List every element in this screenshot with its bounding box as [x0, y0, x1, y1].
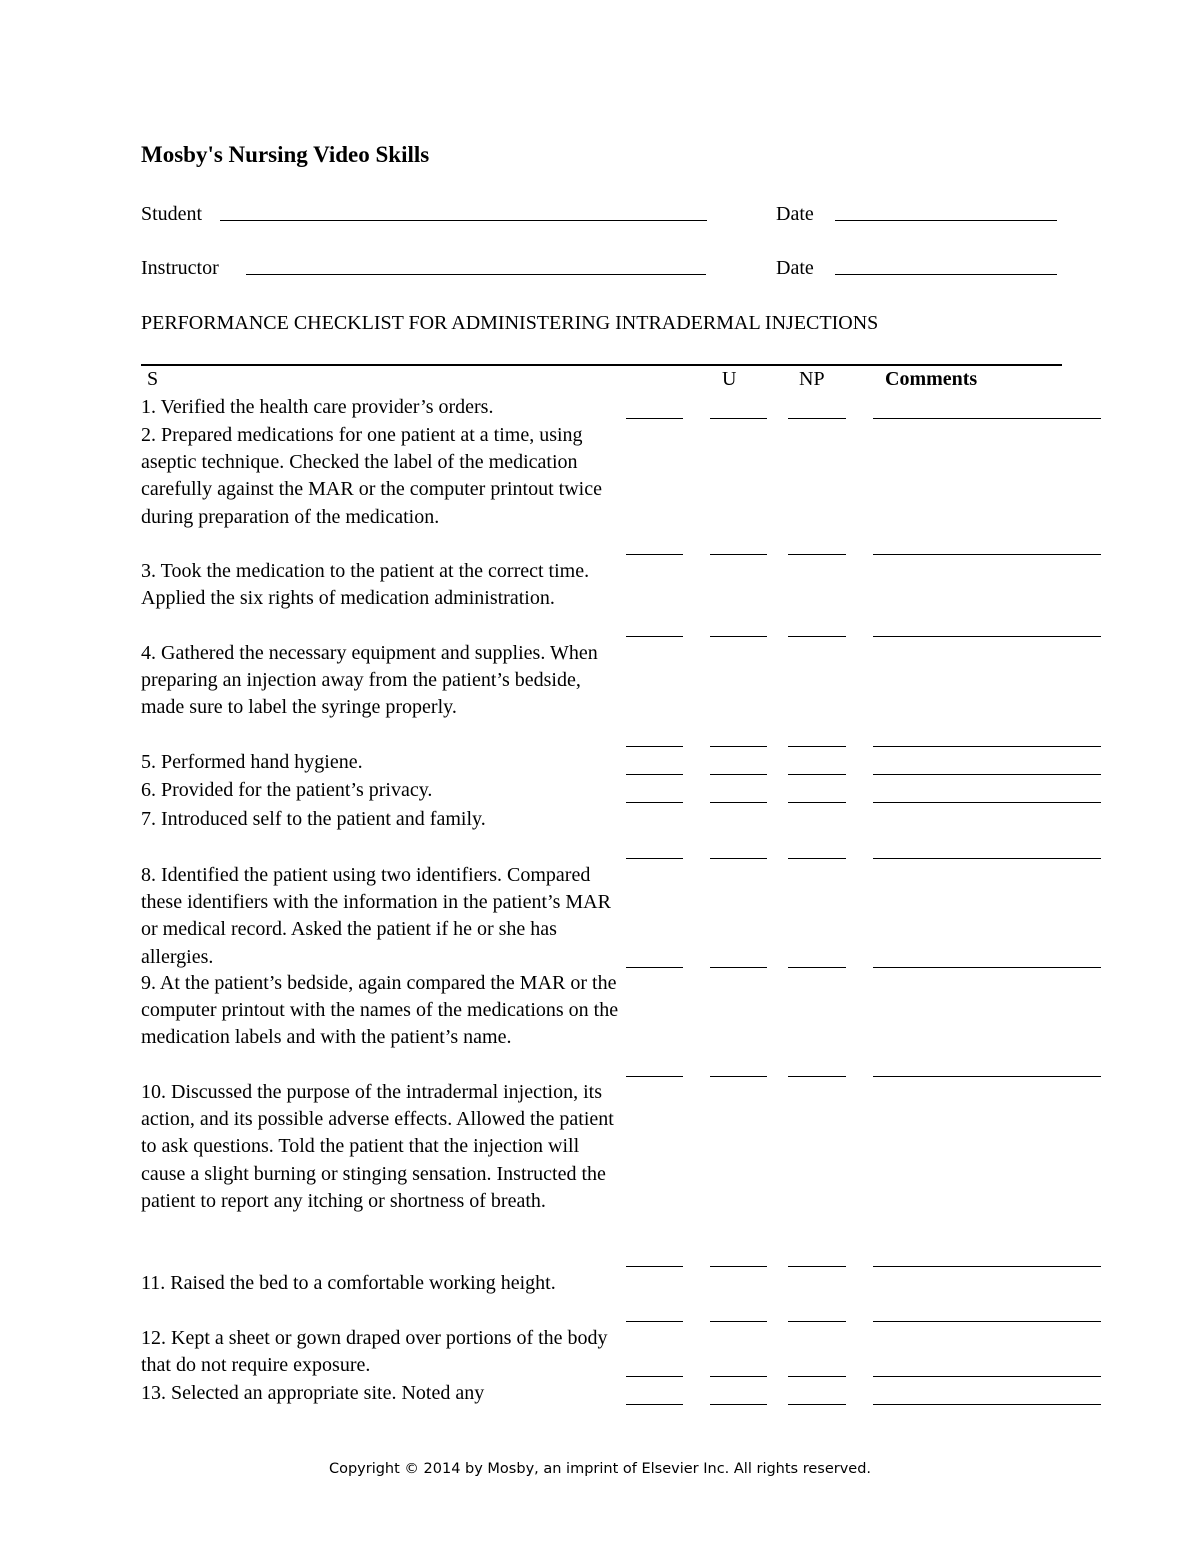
student-date-field[interactable]: [835, 220, 1057, 221]
step-12-u-blank[interactable]: [710, 1376, 767, 1377]
step-11-u-blank[interactable]: [710, 1321, 767, 1322]
step-4-np-blank[interactable]: [788, 746, 846, 747]
step-11-comments-blank[interactable]: [873, 1321, 1101, 1322]
step-8-u-blank[interactable]: [710, 967, 767, 968]
column-comments: Comments: [885, 368, 978, 390]
instructor-date-label: Date: [776, 257, 814, 279]
step-6-np-blank[interactable]: [788, 802, 846, 803]
step-11: 11. Raised the bed to a comfortable working height.: [141, 1272, 556, 1294]
step-2: 2. Prepared medications for one patient at a time, using aseptic technique. Checked the label of the medication carefully against the MAR or the computer printout twice during preparation of the medication.: [141, 424, 602, 528]
column-u: U: [722, 368, 737, 390]
step-4-comments-blank[interactable]: [873, 746, 1101, 747]
step-10: 10. Discussed the purpose of the intradermal injection, its action, and its possible adverse effects. Allowed the patient to ask questions. Told the patient that the injection will cause a slight burning or stinging sensation. Instructed the patient to report any itching or shortness of breath.: [141, 1081, 614, 1212]
step-1-comments-blank[interactable]: [873, 418, 1101, 419]
step-1-s-blank[interactable]: [626, 418, 683, 419]
step-13-np-blank[interactable]: [788, 1404, 846, 1405]
column-np: NP: [799, 368, 825, 390]
step-9-comments-blank[interactable]: [873, 1076, 1101, 1077]
step-13: 13. Selected an appropriate site. Noted any: [141, 1382, 485, 1404]
step-13-comments-blank[interactable]: [873, 1404, 1101, 1405]
step-7-s-blank[interactable]: [626, 858, 683, 859]
step-9-u-blank[interactable]: [710, 1076, 767, 1077]
instructor-label: Instructor: [141, 257, 219, 279]
student-field[interactable]: [220, 220, 707, 221]
step-3-s-blank[interactable]: [626, 636, 683, 637]
student-date-label: Date: [776, 203, 814, 225]
step-7-u-blank[interactable]: [710, 858, 767, 859]
step-12-np-blank[interactable]: [788, 1376, 846, 1377]
step-1-u-blank[interactable]: [710, 418, 767, 419]
step-2-np-blank[interactable]: [788, 554, 846, 555]
instructor-field[interactable]: [246, 274, 706, 275]
step-6-s-blank[interactable]: [626, 802, 683, 803]
step-3: 3. Took the medication to the patient at the correct time. Applied the six rights of medication administration.: [141, 560, 590, 610]
step-10-u-blank[interactable]: [710, 1266, 767, 1267]
step-8-comments-blank[interactable]: [873, 967, 1101, 968]
step-4: 4. Gathered the necessary equipment and supplies. When preparing an injection away from the patient’s bedside, made sure to label the syringe properly.: [141, 642, 598, 719]
step-10-comments-blank[interactable]: [873, 1266, 1101, 1267]
step-3-np-blank[interactable]: [788, 636, 846, 637]
step-12: 12. Kept a sheet or gown draped over portions of the body that do not require exposure.: [141, 1327, 608, 1377]
step-9-s-blank[interactable]: [626, 1076, 683, 1077]
step-4-u-blank[interactable]: [710, 746, 767, 747]
step-3-comments-blank[interactable]: [873, 636, 1101, 637]
step-1: 1. Verified the health care provider’s orders.: [141, 396, 494, 418]
step-5-np-blank[interactable]: [788, 774, 846, 775]
step-13-u-blank[interactable]: [710, 1404, 767, 1405]
step-8: 8. Identified the patient using two identifiers. Compared these identifiers with the information in the patient’s MAR or medical record. Asked the patient if he or she has allergies.: [141, 864, 611, 968]
step-8-s-blank[interactable]: [626, 967, 683, 968]
step-2-comments-blank[interactable]: [873, 554, 1101, 555]
step-9: 9. At the patient’s bedside, again compared the MAR or the computer printout with the names of the medications on the medication labels and with the patient’s name.: [141, 972, 619, 1049]
step-11-np-blank[interactable]: [788, 1321, 846, 1322]
column-s: S: [147, 368, 159, 390]
instructor-date-field[interactable]: [835, 274, 1057, 275]
step-4-s-blank[interactable]: [626, 746, 683, 747]
step-13-s-blank[interactable]: [626, 1404, 683, 1405]
step-12-comments-blank[interactable]: [873, 1376, 1101, 1377]
step-5-s-blank[interactable]: [626, 774, 683, 775]
step-8-np-blank[interactable]: [788, 967, 846, 968]
step-2-s-blank[interactable]: [626, 554, 683, 555]
step-1-np-blank[interactable]: [788, 418, 846, 419]
step-2-u-blank[interactable]: [710, 554, 767, 555]
step-5-u-blank[interactable]: [710, 774, 767, 775]
checklist-title: PERFORMANCE CHECKLIST FOR ADMINISTERING INTRADERMAL INJECTIONS: [141, 312, 879, 334]
step-6-u-blank[interactable]: [710, 802, 767, 803]
step-7-comments-blank[interactable]: [873, 858, 1101, 859]
step-9-np-blank[interactable]: [788, 1076, 846, 1077]
step-6-comments-blank[interactable]: [873, 802, 1101, 803]
step-10-s-blank[interactable]: [626, 1266, 683, 1267]
step-6: 6. Provided for the patient’s privacy.: [141, 779, 433, 801]
step-5-comments-blank[interactable]: [873, 774, 1101, 775]
step-10-np-blank[interactable]: [788, 1266, 846, 1267]
student-label: Student: [141, 203, 203, 225]
document-title: Mosby's Nursing Video Skills: [141, 142, 430, 167]
step-5: 5. Performed hand hygiene.: [141, 751, 363, 773]
step-12-s-blank[interactable]: [626, 1376, 683, 1377]
step-7-np-blank[interactable]: [788, 858, 846, 859]
step-7: 7. Introduced self to the patient and family.: [141, 808, 486, 830]
copyright-footer: Copyright © 2014 by Mosby, an imprint of Elsevier Inc. All rights reserved.: [328, 1461, 872, 1477]
step-3-u-blank[interactable]: [710, 636, 767, 637]
step-11-s-blank[interactable]: [626, 1321, 683, 1322]
